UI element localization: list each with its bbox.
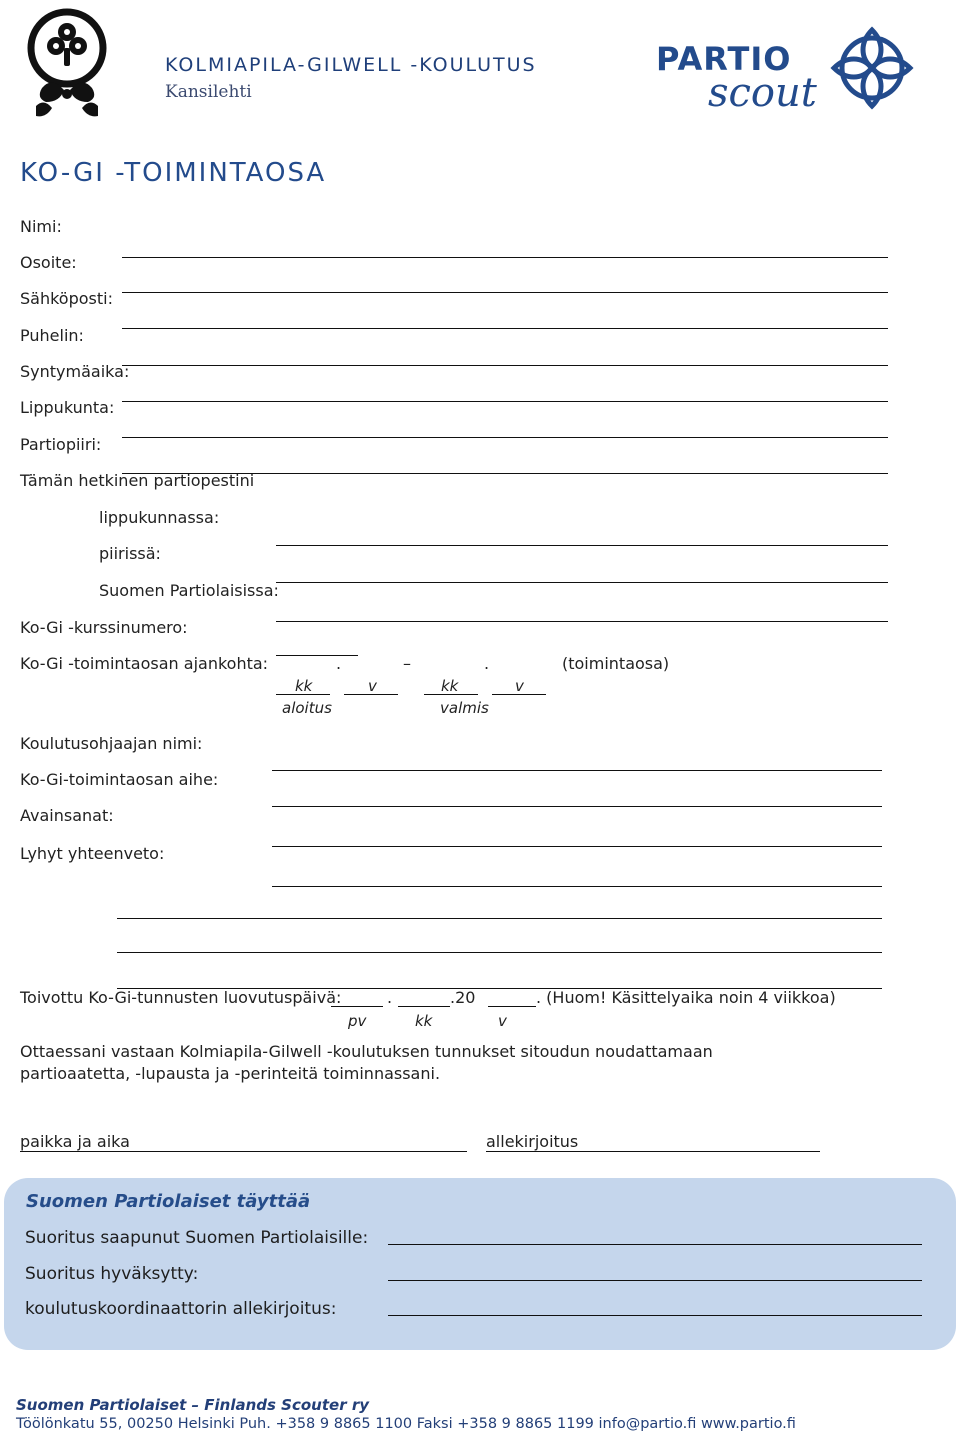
field-syntymaaika-line[interactable] bbox=[122, 401, 888, 402]
field-yhteenveto-line-2[interactable] bbox=[117, 918, 882, 919]
date-start-kk-caption: kk bbox=[295, 677, 313, 695]
field-paikka-ja-aika-line[interactable] bbox=[20, 1151, 467, 1152]
document-title: KO-GI -TOIMINTAOSA bbox=[20, 158, 327, 188]
label-avainsanat: Avainsanat: bbox=[20, 806, 114, 825]
label-lippukunnassa: lippukunnassa: bbox=[99, 508, 220, 527]
field-koulutusohjaaja-line[interactable] bbox=[272, 770, 882, 771]
label-aihe: Ko-Gi-toimintaosan aihe: bbox=[20, 770, 219, 789]
field-suoritus-saapunut-line[interactable] bbox=[388, 1244, 922, 1245]
field-lippukunta-line[interactable] bbox=[122, 437, 888, 438]
label-suomen-partiolaisissa: Suomen Partiolaisissa: bbox=[99, 581, 279, 600]
field-koordinaattori-line[interactable] bbox=[388, 1315, 922, 1316]
field-osoite-line[interactable] bbox=[122, 292, 888, 293]
handover-year-line[interactable] bbox=[488, 1006, 536, 1007]
handover-note: . (Huom! Käsittelyaika noin 4 viikkoa) bbox=[536, 988, 836, 1007]
date-start-v-caption: v bbox=[368, 677, 377, 695]
date-end-dot: . bbox=[484, 654, 490, 673]
label-suoritus-saapunut: Suoritus saapunut Suomen Partiolaisille: bbox=[25, 1228, 369, 1248]
date-end-kk-caption: kk bbox=[441, 677, 459, 695]
field-puhelin-line[interactable] bbox=[122, 365, 888, 366]
pledge-line-1: Ottaessani vastaan Kolmiapila-Gilwell -koulutuksen tunnukset sitoudun noudattamaan bbox=[20, 1042, 713, 1061]
handover-dot: . bbox=[387, 988, 393, 1007]
trefoil-logo bbox=[22, 2, 112, 124]
date-dash: – bbox=[403, 654, 411, 673]
date-end-caption: valmis bbox=[440, 699, 489, 717]
header-title: KOLMIAPILA-GILWELL -KOULUTUS bbox=[165, 54, 537, 76]
pledge-line-2: partioaatetta, -lupausta ja -perinteitä toiminnassani. bbox=[20, 1064, 441, 1083]
label-kurssinumero: Ko-Gi -kurssinumero: bbox=[20, 618, 188, 637]
date-suffix: (toimintaosa) bbox=[562, 654, 670, 673]
partio-scout-logo bbox=[656, 30, 920, 126]
field-lippukunnassa-line[interactable] bbox=[276, 545, 888, 546]
trefoil-icon bbox=[22, 2, 112, 124]
logo-partio-text: PARTIO bbox=[656, 40, 792, 78]
label-koordinaattori: koulutuskoordinaattorin allekirjoitus: bbox=[25, 1299, 337, 1319]
field-suomen-partiolaisissa-line[interactable] bbox=[276, 621, 888, 622]
label-sahkoposti: Sähköposti: bbox=[20, 289, 113, 308]
field-nimi-line[interactable] bbox=[122, 257, 888, 258]
footer-org: Suomen Partiolaiset – Finlands Scouter ry bbox=[16, 1396, 369, 1414]
field-avainsanat-line[interactable] bbox=[272, 846, 882, 847]
field-yhteenveto-line-3[interactable] bbox=[117, 952, 882, 953]
label-puhelin: Puhelin: bbox=[20, 326, 84, 345]
field-kurssinumero-line[interactable] bbox=[276, 655, 358, 656]
field-aihe-line[interactable] bbox=[272, 806, 882, 807]
handover-v-caption: v bbox=[498, 1012, 507, 1030]
label-syntymaaika: Syntymäaika: bbox=[20, 362, 130, 381]
field-sahkoposti-line[interactable] bbox=[122, 328, 888, 329]
handover-month-line[interactable] bbox=[398, 1006, 450, 1007]
office-use-box bbox=[4, 1178, 956, 1350]
label-luovutuspaiva: Toivottu Ko-Gi-tunnusten luovutuspäivä: bbox=[20, 988, 342, 1007]
label-lippukunta: Lippukunta: bbox=[20, 398, 115, 417]
label-koulutusohjaaja: Koulutusohjaajan nimi: bbox=[20, 734, 203, 753]
date-start-caption: aloitus bbox=[282, 699, 332, 717]
label-pesti-heading: Tämän hetkinen partiopestini bbox=[20, 471, 255, 490]
handover-pv-caption: pv bbox=[348, 1012, 367, 1030]
field-yhteenveto-line-1[interactable] bbox=[272, 886, 882, 887]
header-subtitle: Kansilehti bbox=[165, 82, 252, 102]
label-suoritus-hyvaksytty: Suoritus hyväksytty: bbox=[25, 1264, 199, 1284]
label-osoite: Osoite: bbox=[20, 253, 77, 272]
label-nimi: Nimi: bbox=[20, 217, 62, 236]
field-piirissa-line[interactable] bbox=[276, 582, 888, 583]
handover-kk-caption: kk bbox=[415, 1012, 433, 1030]
label-piirissa: piirissä: bbox=[99, 544, 161, 563]
field-suoritus-hyvaksytty-line[interactable] bbox=[388, 1280, 922, 1281]
date-start-dot: . bbox=[336, 654, 342, 673]
date-end-v-caption: v bbox=[515, 677, 524, 695]
fleur-de-lis-icon bbox=[824, 20, 920, 116]
label-partiopiiri: Partiopiiri: bbox=[20, 435, 102, 454]
logo-scout-text: scout bbox=[708, 70, 817, 116]
field-allekirjoitus-line[interactable] bbox=[486, 1151, 820, 1152]
label-yhteenveto: Lyhyt yhteenveto: bbox=[20, 844, 165, 863]
footer-contact: Töölönkatu 55, 00250 Helsinki Puh. +358 9 8865 1100 Faksi +358 9 8865 1199 info@partio.fi www.partio.fi bbox=[16, 1416, 796, 1432]
label-allekirjoitus: allekirjoitus bbox=[486, 1132, 579, 1151]
handover-year-prefix: .20 bbox=[450, 988, 476, 1007]
field-partiopiiri-line[interactable] bbox=[122, 473, 888, 474]
handover-day-line[interactable] bbox=[331, 1006, 383, 1007]
label-paikka-ja-aika: paikka ja aika bbox=[20, 1132, 130, 1151]
label-ajankohta: Ko-Gi -toimintaosan ajankohta: bbox=[20, 654, 269, 673]
office-box-title: Suomen Partiolaiset täyttää bbox=[26, 1191, 311, 1212]
